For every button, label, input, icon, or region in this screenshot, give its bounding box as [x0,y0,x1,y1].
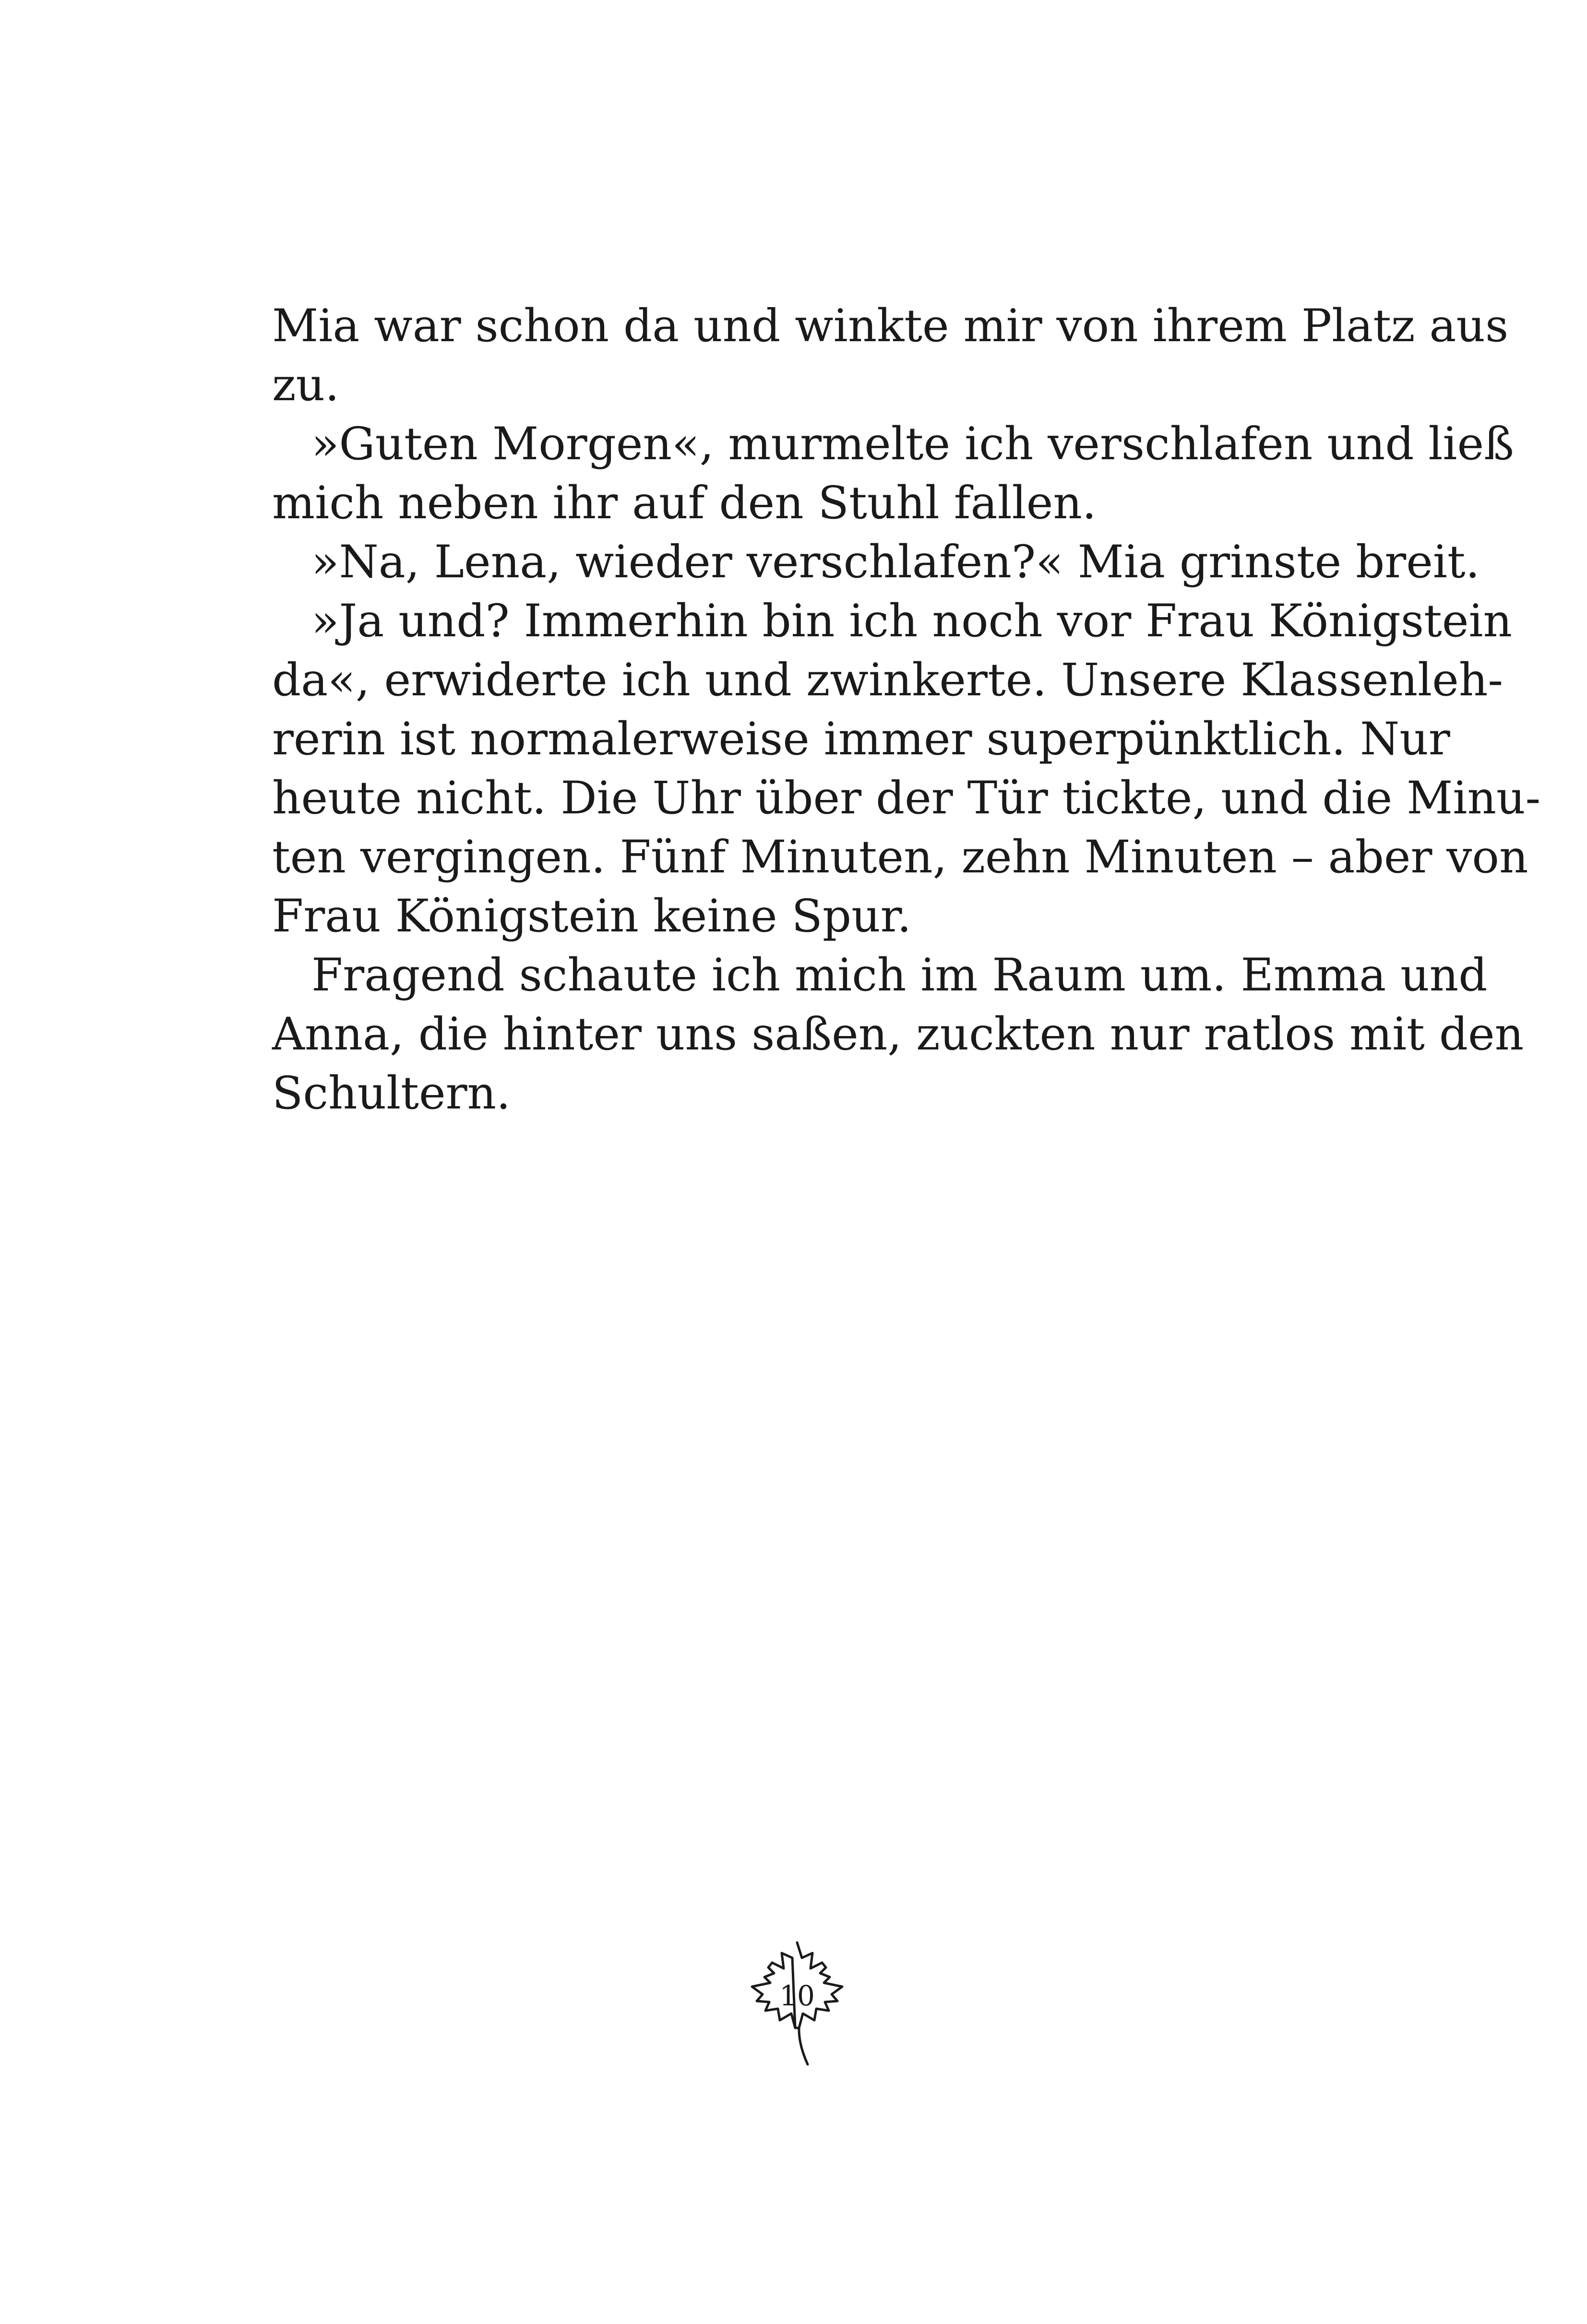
text-line: »Na, Lena, wieder verschlafen?« Mia grinste breit. [311,536,1480,588]
text-line: heute nicht. Die Uhr über der Tür tickte, und die Minu- [272,772,1541,824]
text-line: Schultern. [272,1067,511,1120]
text-line: »Ja und? Immerhin bin ich noch vor Frau Königstein [311,595,1513,647]
text-line: da«, erwiderte ich und zwinkerte. Unsere Klassenleh- [272,654,1503,706]
text-line: ten vergingen. Fünf Minuten, zehn Minuten – aber von [272,831,1528,883]
text-line: Frau Königstein keine Spur. [272,890,912,942]
text-line: Anna, die hinter uns saßen, zuckten nur ratlos mit den [272,1008,1524,1061]
text-line: mich neben ihr auf den Stuhl fallen. [272,477,1097,529]
text-line: »Guten Morgen«, murmelte ich verschlafen und ließ [311,418,1514,470]
page-footer [744,1939,850,2071]
text-line: Fragend schaute ich mich im Raum um. Emma und [311,949,1488,1001]
page-number: 10 [779,1979,815,2012]
body-text [272,297,1541,1123]
text-line: rerin ist normalerweise immer superpünktlich. Nur [272,713,1450,765]
text-line: zu. [272,359,339,411]
text-line: Mia war schon da und winkte mir von ihrem Platz aus [272,300,1509,352]
